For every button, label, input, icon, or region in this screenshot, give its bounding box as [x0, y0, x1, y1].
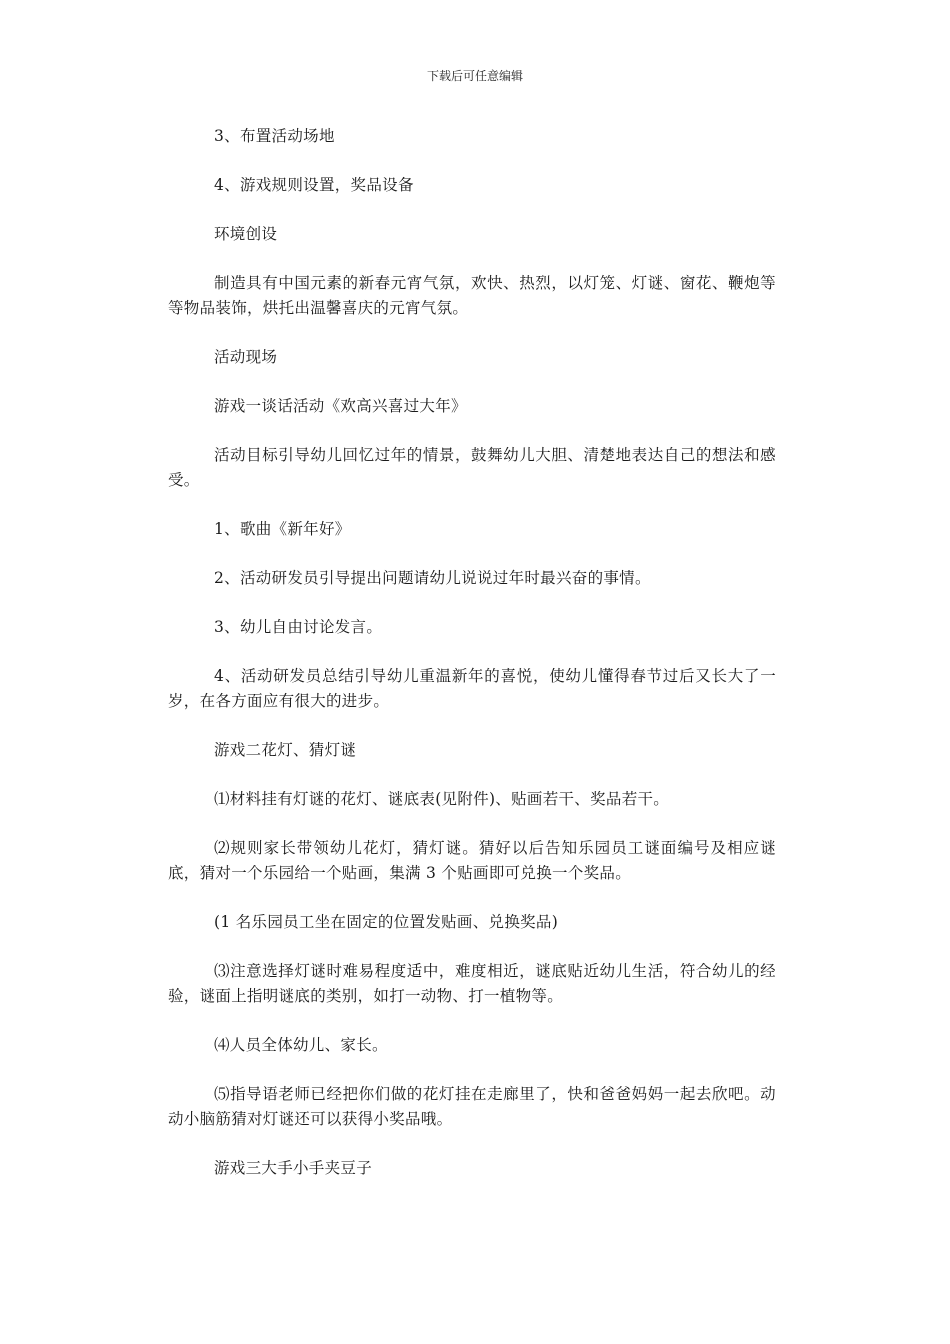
paragraph-guidance: ⑸指导语老师已经把你们做的花灯挂在走廊里了，快和爸爸妈妈一起去欣吧。动动小脑筋猜对灯谜还可以获得小奖品哦。	[168, 1085, 776, 1128]
paragraph-riddle-notes: ⑶注意选择灯谜时难易程度适中，难度相近，谜底贴近幼儿生活，符合幼儿的经验，谜面上指明谜底的类别，如打一动物、打一植物等。	[168, 962, 776, 1005]
paragraph-staff-note: (1 名乐园员工坐在固定的位置发贴画、兑换奖品)	[214, 913, 559, 931]
document-body	[168, 124, 776, 1205]
section-heading-environment: 环境创设	[214, 225, 278, 243]
paragraph-step-questions: 2、活动研发员引导提出问题请幼儿说说过年时最兴奋的事情。	[214, 569, 651, 587]
paragraph-materials: ⑴材料挂有灯谜的花灯、谜底表(见附件)、贴画若干、奖品若干。	[214, 790, 670, 808]
paragraph-rules: ⑵规则家长带领幼儿花灯，猜灯谜。猜好以后告知乐园员工谜面编号及相应谜底，猜对一个乐园给一个贴画，集满 3 个贴画即可兑换一个奖品。	[168, 839, 776, 882]
paragraph-game-rules: 4、游戏规则设置，奖品设备	[214, 176, 414, 194]
paragraph-activity-goal: 活动目标引导幼儿回忆过年的情景，鼓舞幼儿大胆、清楚地表达自己的想法和感受。	[168, 446, 776, 489]
paragraph-step-song: 1、歌曲《新年好》	[214, 520, 351, 538]
game-two-title: 游戏二花灯、猜灯谜	[214, 741, 357, 759]
section-heading-activity-scene: 活动现场	[214, 348, 278, 366]
paragraph-step-discussion: 3、幼儿自由讨论发言。	[214, 618, 383, 636]
paragraph-environment-description: 制造具有中国元素的新春元宵气氛，欢快、热烈，以灯笼、灯谜、窗花、鞭炮等等物品装饰，烘托出温馨喜庆的元宵气氛。	[168, 274, 776, 317]
paragraph-participants: ⑷人员全体幼儿、家长。	[214, 1036, 388, 1054]
paragraph-setup-venue: 3、布置活动场地	[214, 127, 335, 145]
paragraph-step-summary: 4、活动研发员总结引导幼儿重温新年的喜悦，使幼儿懂得春节过后又长大了一岁，在各方面应有很大的进步。	[168, 667, 776, 710]
game-three-title: 游戏三大手小手夹豆子	[214, 1159, 373, 1177]
page-header: 下载后可任意编辑	[426, 69, 523, 83]
game-one-title: 游戏一谈话活动《欢高兴喜过大年》	[214, 397, 467, 415]
